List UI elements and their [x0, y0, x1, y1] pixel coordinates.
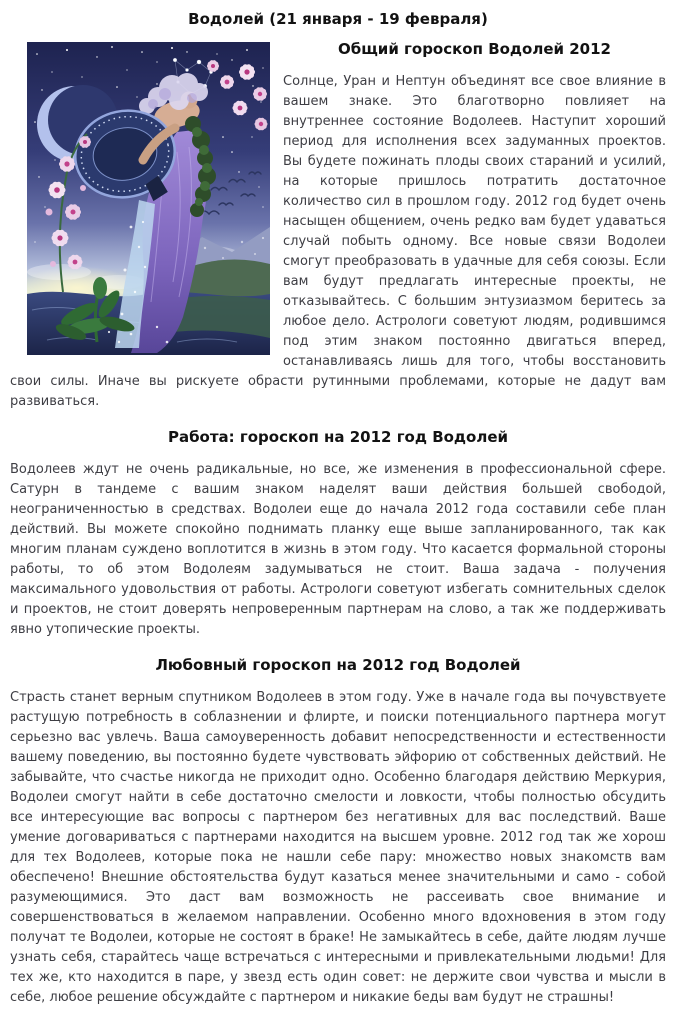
- section-heading-general: Общий гороскоп Водолей 2012: [338, 40, 611, 58]
- section-body-general: Солнце, Уран и Нептун объединят все свое влияние в вашем знаке. Это благотворно повлияет на внутреннее состояние Водолеев. Наступит хороший период для исполнения всех задуманных проектов. Вы будете пожинать плоды своих стараний и усилий, на которые пришлось потратить достаточное количество сил в прошлом году. 2012 год будет очень насыщен общением, очень редко вам будет удаваться случай побыть одному. Все новые связи Водолеи смогут преобразовать в удачные для себя союзы. Если вам будут предлагать интересные проекты, не отказывайтесь. С большим энтузиазмом беритесь за любое дело. Астрологи советуют людям, родившимся под этим знаком постоянно двигаться вперед, останавливаясь лишь для того, чтобы восстановить свои силы. Иначе вы рискуете обрасти рутинными проблемами, которые не дадут вам развиваться.: [10, 74, 666, 409]
- aquarius-illustration: [27, 42, 270, 355]
- section-body-work: Водолеев ждут не очень радикальные, но все, же изменения в профессиональной сфере. Сатурн в тандеме с вашим знаком наделят ваши действия большей свободой, неограниченностью в средствах. Водолеи еще до начала 2012 года составили себе план действий. Вы можете спокойно поднимать планку еще выше запланированного, так как многим планам суждено воплотится в жизнь в этом году. Что касается формальной стороны работы, то об этом Водолеям задумываться не стоит. Ваша задача - получения максимального удовольствия от работы. Астрологи советуют избегать сомнительных сделок и проектов, не стоит доверять непроверенным партнерам на слово, а так же поддерживать явно утопические проекты.: [10, 462, 666, 637]
- page-title: Водолей (21 января - 19 февраля): [188, 10, 488, 28]
- section-heading-work: Работа: гороскоп на 2012 год Водолей: [167, 428, 509, 446]
- aquarius-painting-art: [27, 42, 270, 355]
- section-heading-love: Любовный гороскоп на 2012 год Водолей: [155, 656, 521, 674]
- section-body-love: Страсть станет верным спутником Водолеев в этом году. Уже в начале года вы почувствуете растущую потребность в соблазнении и флирте, и поиски потенциального партнера могут серьезно вас увлечь. Ваша самоуверенность добавит непосредственности и естественности вашему поведению, вы постоянно будете чувствовать эйфорию от собственных действий. Не забывайте, что счастье никогда не приходит одно. Особенно благодаря действию Меркурия, Водолеи смогут найти в себе достаточно смелости и ловкости, чтобы полностью обсудить все интересующие вас вопросы с партнером без негативных для вас последствий. Ваше умение договариваться с партнерами находится на высшем уровне. 2012 год так же хорош для тех Водолеев, которые пока не нашли себе пару: множество новых знакомств вам обеспечено! Внешние обстоятельства будут казаться менее значительными и само - собой разумеющимися. Это даст вам возможность не рассеивать свое внимание и совершенствоваться в желаемом направлении. Особенно много вдохновения в этом году получат те Водолеи, которые не состоят в браке! Не замыкайтесь в себе, дайте людям лучше узнать себя, старайтесь чаще встречаться с интересными и привлекательными людьми! Для тех же, кто находится в паре, у звезд есть один совет: не держите свои чувства и мысли в себе, любое решение обсуждайте с партнером и никакие беды вам будут не страшны!: [10, 690, 666, 1005]
